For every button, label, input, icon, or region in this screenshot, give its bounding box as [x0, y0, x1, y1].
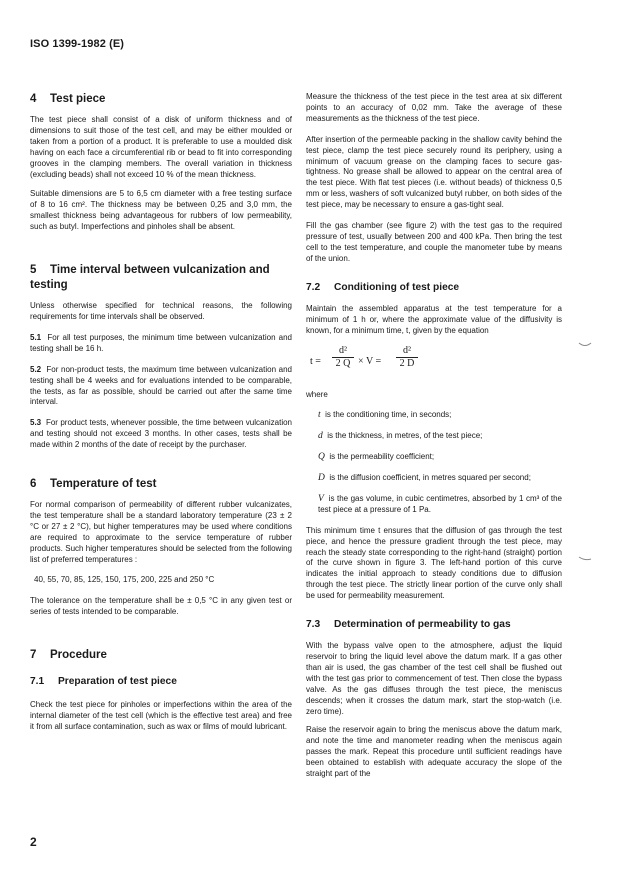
margin-mark-icon — [578, 556, 592, 562]
clamping-paragraph: After insertion of the permeable packing in the shallow cavity behind the test piece, clamp the test piece securely round its periphery, using a minimum of vacuum grease on the clamping faces to secure gas-tightness. No grease shall be allowed to appear on the central area of the test piece. With flat test pieces (i.e. without beads) of thickness 0,5 mm or less, washers of soft vulcanized butyl rubber, on both sides of the test piece, may be necessary to ensure a gas-tight seal. — [306, 134, 562, 210]
thickness-measurement-paragraph: Measure the thickness of the test piece in the test area at six different points to an accuracy of 0,02 mm. Take the average of these measurements as the thickness of the test piece. — [306, 92, 562, 123]
section-4-heading: 4 Test piece — [30, 93, 106, 105]
section-7-3-paragraph-1: With the bypass valve open to the atmosphere, adjust the liquid reservoir to bring the liquid level above the datum mark. If a gas other than air is used, the gas chamber of the test cell shall be flushed out with the test gas prior to commencement of test. Then close the bypass valve. As the gas diffuses through the test piece, the meniscus descends; when it crosses the datum mark, start the stop-watch (i.e. zero time). — [306, 641, 562, 716]
clause-5-2: 5.2 For non-product tests, the maximum time between vulcanization and testing shall be 4 weeks and for evaluations intended to be comparable, the tests, as far as possible, should be carried out after the same time interval. — [30, 364, 292, 407]
gas-chamber-paragraph: Fill the gas chamber (see figure 2) with the test gas to the required pressure of test, usually between 200 and 400 kPa. Then bring the test cell to the test temperature, and couple the manometer tube by means of the union. — [306, 221, 562, 263]
section-7-2-heading: 7.2 Conditioning of test piece — [306, 281, 460, 293]
section-7-3-heading: 7.3 Determination of permeability to gas — [306, 619, 511, 631]
conditioning-time-equation: t = $\frac{\text{d²}}{2 Q}$ × V = $\frac{\text{d²}}{2 D}$ — [306, 344, 562, 382]
section-4-paragraph-2: Suitable dimensions are 5 to 6,5 cm diameter with a free testing surface of 8 to 16 cm². The thickness may be between 0,25 and 3,0 mm, the smallest thickness being advantageous for rubbers of low permeability, such as butyl. Imperfections and pinholes shall be absent. — [30, 189, 292, 232]
definition-d-diffusion: D is the diffusion coefficient, in metres squared per second; — [318, 473, 531, 484]
section-7-1-heading: 7.1 Preparation of test piece — [30, 676, 177, 688]
margin-mark-icon — [578, 342, 592, 348]
section-6-heading: 6 Temperature of test — [30, 478, 157, 491]
section-5-heading: 5 Time interval between vulcanization and testing — [30, 264, 270, 292]
section-7-3-paragraph-2: Raise the reservoir again to bring the meniscus above the datum mark, and note the time and manometer reading when the meniscus again passes the mark. Repeat this procedure until sufficient readings have been obtained to establish with adequate accuracy the slope of the straight part of the — [306, 725, 562, 779]
definition-v: V is the gas volume, in cubic centimetres, absorbed by 1 cm³ of the test piece at a pressure of 1 Pa. — [318, 493, 562, 514]
section-4-paragraph-1: The test piece shall consist of a disk of uniform thickness and of dimensions to suit those of the test cell, and may be either moulded or taken from a portion of a product. It is preferable to use a moulded disk having on each face a circumferential rib or bead to fit into corresponding grooves in the clamping members. The overall variation in thickness (excluding beads) shall not exceed 10 % of the mean thickness. — [30, 115, 292, 179]
page-number: 2 — [30, 835, 37, 849]
left-column — [30, 92, 292, 733]
definition-d: d is the thickness, in metres, of the test piece; — [318, 431, 483, 442]
section-7-1-paragraph-1: Check the test piece for pinholes or imperfections within the area of the internal diameter of the test cell (which is the effective test area) and free it from all surface contamination, such as wax or films of mould lubricant. — [30, 700, 292, 731]
where-label: where — [306, 390, 328, 400]
section-6-paragraph-2: The tolerance on the temperature shall be ± 0,5 °C in any given test or series of tests intended to be comparable. — [30, 596, 292, 617]
clause-5-1: 5.1 For all test purposes, the minimum time between vulcanization and testing shall be 16 h. — [30, 332, 293, 353]
section-7-2-paragraph-1: Maintain the assembled apparatus at the test temperature for a minimum of 1 h or, where the approximate value of the diffusivity is known, for a minimum time, t, given by the equation — [306, 303, 562, 335]
right-column — [306, 92, 562, 780]
definition-q: Q is the permeability coefficient; — [318, 452, 435, 463]
section-7-2-paragraph-2: This minimum time t ensures that the diffusion of gas through the test piece, and hence the pressure gradient through the test piece, may reach the steady state corresponding to the right-hand (straight) portion of the curve shown in figure 3. The left-hand portion of this curve indicates the initial approach to steady conditions due to diffusion through the test piece. The strictly linear portion of the curve only shall be used for permeability measurement. — [306, 525, 562, 601]
section-7-heading: 7 Procedure — [30, 649, 107, 662]
section-6-paragraph-1: For normal comparison of permeability of different rubber vulcanizates, the test temperature shall be a standard laboratory temperature (23 ± 2 °C or 27 ± 2 °C), but higher temperatures may be used where conditions are required to approximate to the service temperature of rubber products. Such higher temperatures should be selected from the following list of preferred temperatures : — [30, 500, 292, 564]
document-header: ISO 1399-1982 (E) — [30, 38, 125, 50]
preferred-temperatures-list: 40, 55, 70, 85, 125, 150, 175, 200, 225 and 250 °C — [34, 575, 215, 585]
clause-5-3: 5.3 For product tests, whenever possible, the time between vulcanization and testing should not exceed 3 months. In other cases, tests shall be made within 2 months of the date of receipt by the purchaser. — [30, 418, 293, 450]
section-5-intro: Unless otherwise specified for technical reasons, the following requirements for time intervals shall be observed. — [30, 301, 292, 321]
definition-t: t is the conditioning time, in seconds; — [318, 410, 452, 421]
